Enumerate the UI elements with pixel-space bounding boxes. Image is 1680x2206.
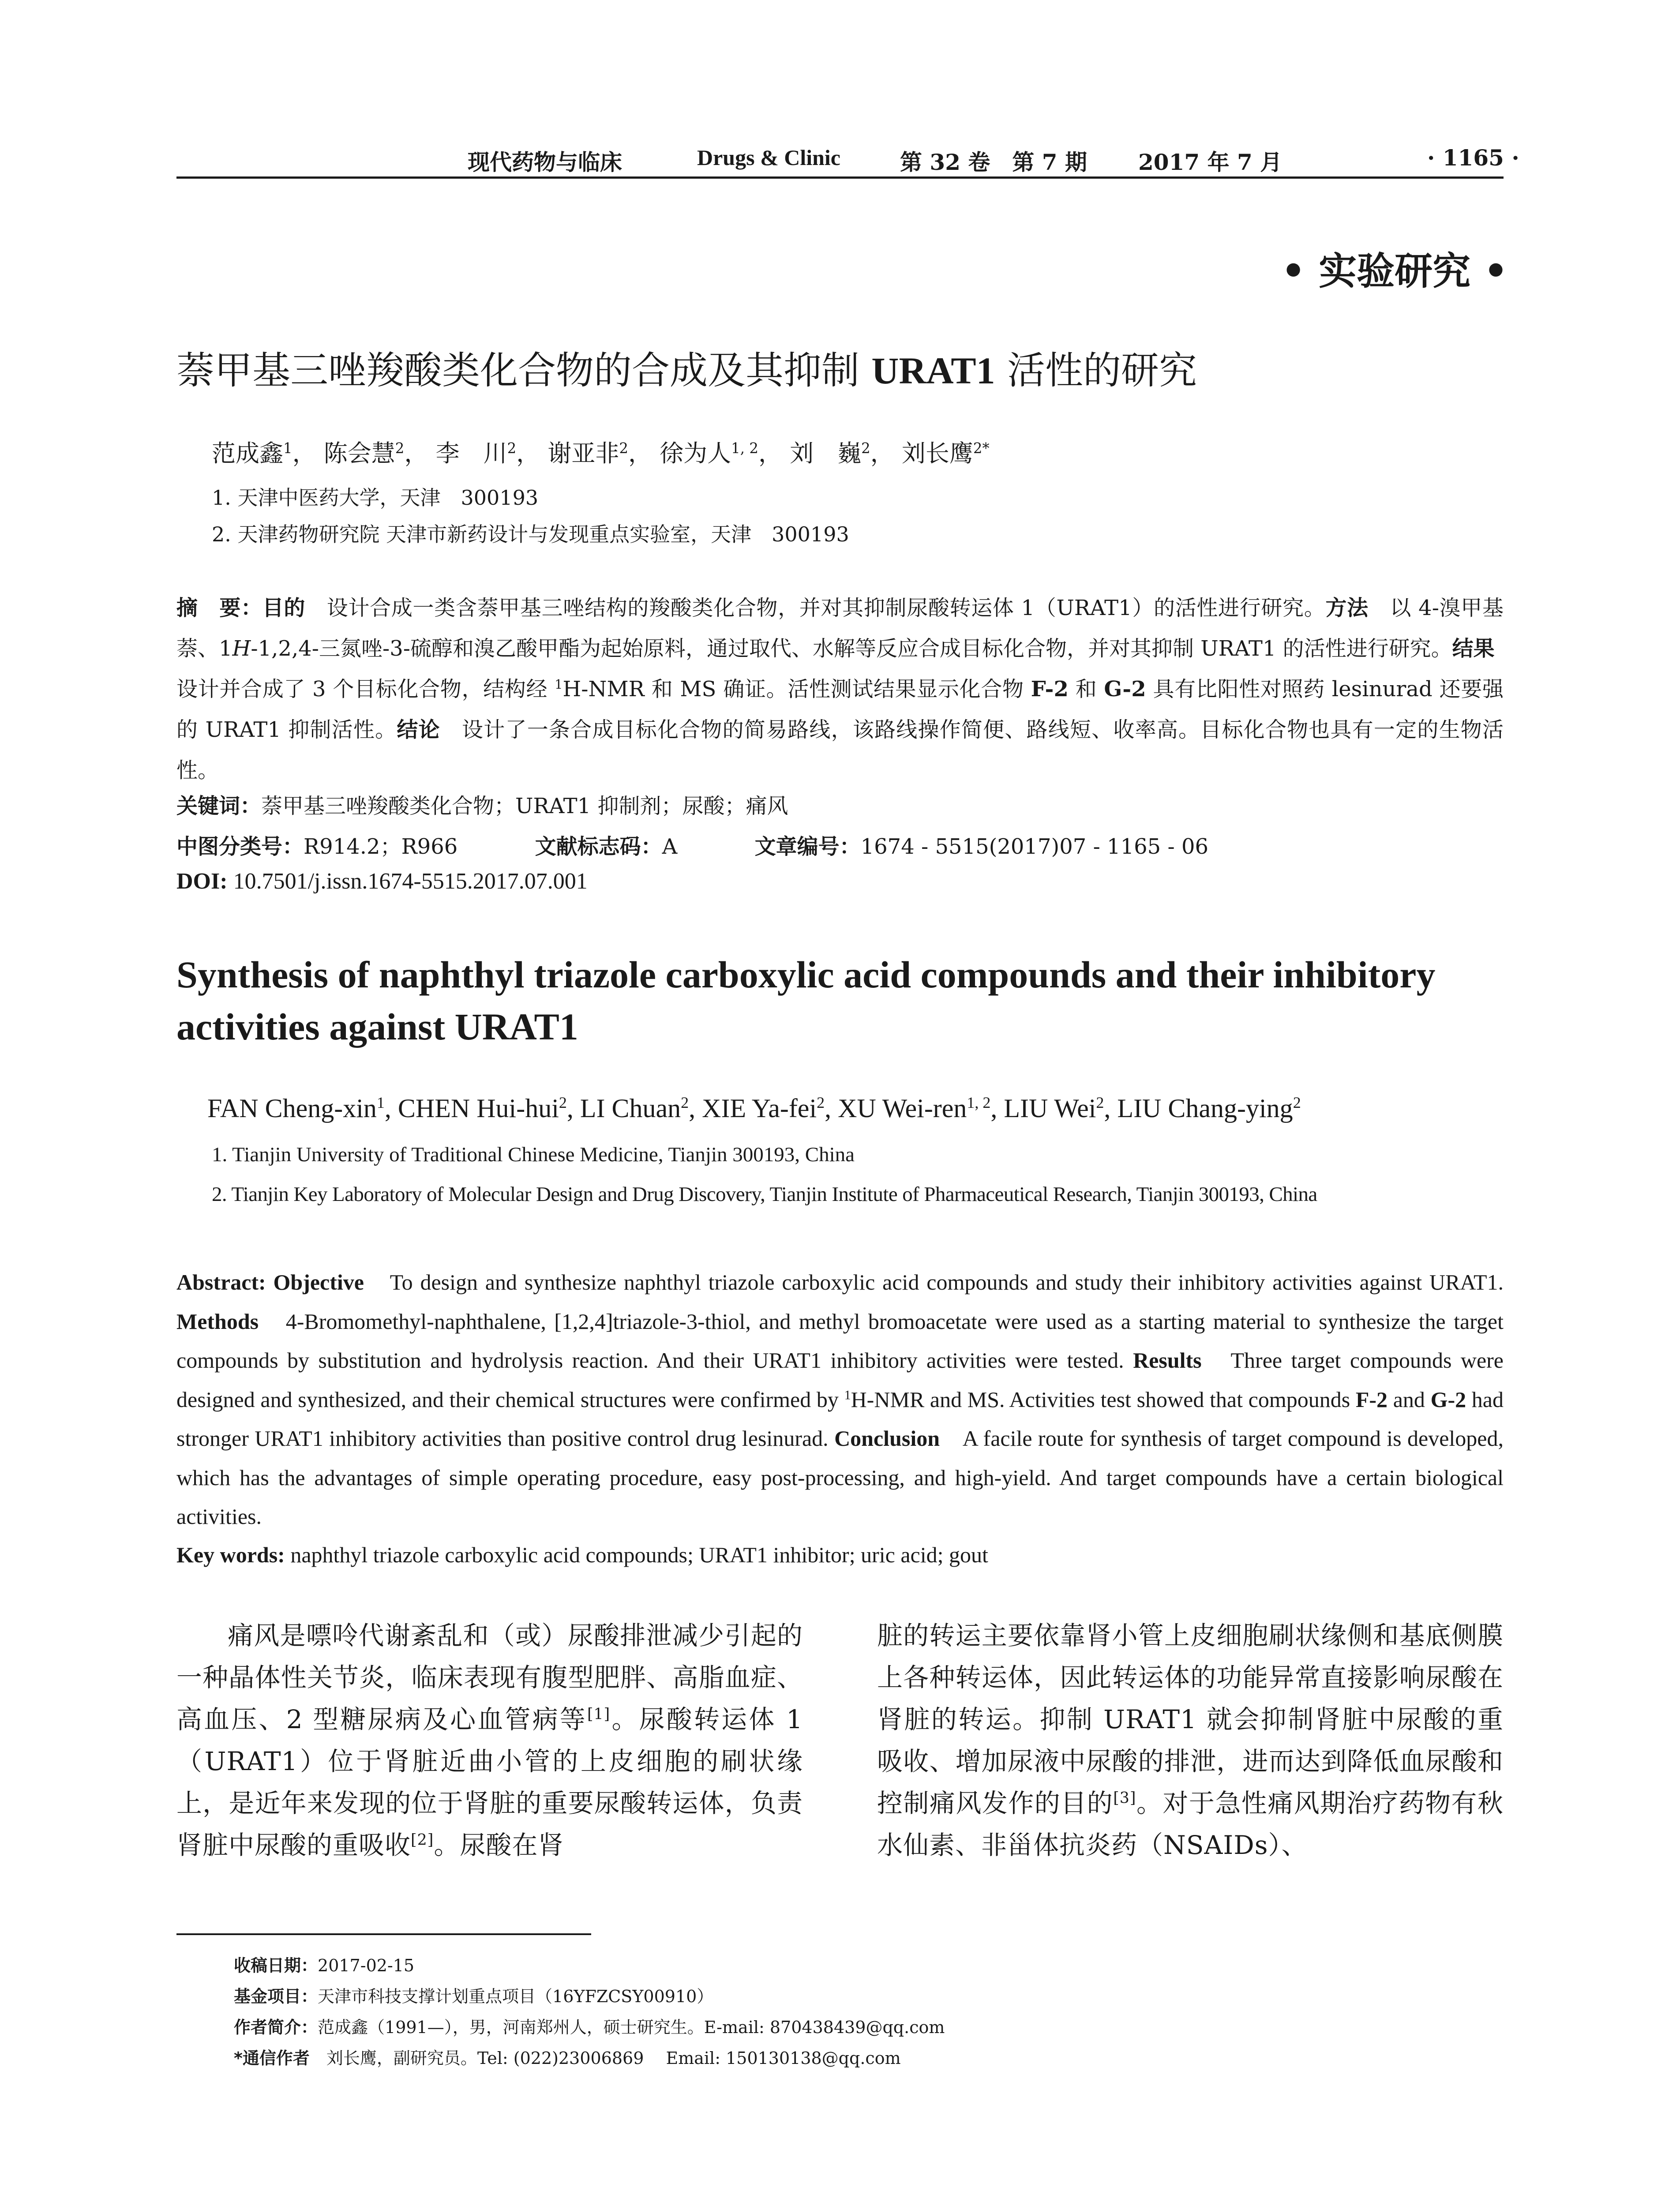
chinese-keywords	[176, 789, 788, 819]
author-affiliation-mark: 1	[376, 1094, 385, 1111]
corresponding-label: *通信作者	[234, 2048, 310, 2068]
doi-label: DOI:	[176, 869, 228, 894]
keywords-label: 关键词：	[176, 794, 262, 818]
author-name: 范成鑫	[212, 439, 283, 467]
compound-g2: G-2	[1430, 1387, 1466, 1412]
author-name: LIU Wei	[1004, 1094, 1096, 1123]
document-code-label: 文献标志码：	[535, 834, 662, 859]
footnote-rule	[176, 1933, 591, 1935]
methods-text: -1,2,4-三氮唑-3-硫醇和溴乙酸甲酯为起始原料，通过取代、水解等反应合成目标化合物，并对其抑制 URAT1 的活性进行研究。	[251, 636, 1452, 661]
results-text: H-NMR and MS. Activities test showed that compounds	[851, 1387, 1356, 1412]
methods-label: 方法	[1325, 596, 1369, 620]
english-affiliation: 2. Tianjin Key Laboratory of Molecular Design and Drug Discovery, Tianjin Institute of Pharmaceutical Research, Tianjin 300193, China	[212, 1183, 1317, 1206]
body-text: 。尿酸转运体 1（URAT1）位于肾脏近曲小管的上皮细胞的刷状缘上，是近年来发现的位于肾脏的重要尿酸转运体，负责肾脏中尿酸的重吸收	[176, 1704, 803, 1860]
english-title	[176, 949, 1522, 1053]
journal-name-cn: 现代药物与临床	[468, 150, 622, 175]
classification-line	[176, 829, 1208, 860]
author-name: LIU Chang-ying	[1117, 1094, 1293, 1123]
author-name: FAN Cheng-xin	[207, 1094, 377, 1123]
english-abstract	[176, 1263, 1504, 1536]
objective-label: Objective	[273, 1270, 364, 1294]
corresponding-value: 刘长鹰，副研究员。Tel: (022)23006869 Email: 150130138@qq.com	[309, 2048, 901, 2068]
english-title-line: activities against URAT1	[176, 1005, 578, 1048]
received-date	[234, 1952, 414, 1976]
clc-label: 中图分类号：	[176, 834, 304, 859]
doi-line	[176, 868, 588, 894]
body-text: 脏的转运主要依靠肾小管上皮细胞刷状缘侧和基底侧膜上各种转运体，因此转运体的功能异常直接影响尿酸在肾脏的转运。抑制 URAT1 就会抑制肾脏中尿酸的重吸收、增加尿液中尿酸的排泄，进而达到降低血尿酸和控制痛风发作的目的	[877, 1621, 1504, 1818]
results-text: H-NMR 和 MS 确证。活性测试结果显示化合物	[562, 677, 1031, 702]
author-affiliation-mark: 2	[861, 440, 870, 457]
volume-issue: 第 32 卷 第 7 期	[900, 149, 1087, 175]
conclusion-label: Conclusion	[834, 1426, 940, 1451]
received-label: 收稿日期：	[234, 1956, 318, 1975]
body-column-right	[877, 1615, 1504, 1866]
results-text: 和	[1068, 677, 1104, 702]
objective-label: 目的	[262, 596, 306, 620]
english-keywords	[176, 1535, 988, 1575]
author-bio-value: 范成鑫（1991—），男，河南郑州人，硕士研究生。E-mail: 870438439@qq.com	[318, 2018, 945, 2037]
abstract-label: Abstract:	[176, 1270, 274, 1294]
results-text: 具有比阳性对照药 lesinurad 还要强的 URAT1 抑制活性。	[176, 677, 1504, 742]
abstract-label: 摘 要：	[176, 596, 262, 620]
author-affiliation-mark: 2	[681, 1094, 689, 1111]
received-value: 2017-02-15	[318, 1956, 415, 1975]
chinese-authors: 范成鑫$^1$， 陈会慧$^2$， 李 川$^2$， 谢亚非$^2$， 徐为人$^{1, 2}$， 刘 巍$^2$， 刘长鹰$^{2*}$	[212, 439, 990, 467]
reference-mark: [2]	[411, 1831, 434, 1849]
body-text: 。对于急性痛风期治疗药物有秋水仙素、非甾体抗炎药（NSAIDs）、	[877, 1788, 1504, 1860]
author-affiliation-mark: 2	[395, 440, 405, 457]
body-text: 。尿酸在肾	[434, 1830, 564, 1860]
results-superscript: 1	[844, 1387, 851, 1402]
author-bio	[234, 2014, 945, 2038]
reference-mark: [3]	[1113, 1789, 1136, 1807]
fund-label: 基金项目：	[234, 1987, 318, 2006]
english-authors: FAN Cheng-xin$^1$, CHEN Hui-hui$^2$, LI Chuan$^2$, XIE Ya-fei$^2$, XU Wei-ren$^{1, 2}$, LIU Wei$^2$, LIU Chang-ying$^2$	[207, 1094, 1301, 1123]
author-name: 陈会慧	[323, 439, 395, 467]
results-text: 设计并合成了 3 个目标化合物，结构经	[176, 636, 1516, 702]
running-header	[176, 140, 1519, 176]
document-code-value: A	[662, 834, 678, 859]
page-number: · 1165 ·	[1427, 145, 1519, 171]
author-affiliation-mark: 1	[283, 440, 292, 457]
fund-value: 天津市科技支撑计划重点项目（16YFZCSY00910）	[318, 1987, 714, 2006]
header-rule	[176, 176, 1504, 179]
conclusion-text: 设计了一条合成目标化合物的简易路线，该路线操作简便、路线短、收率高。目标化合物也具有一定的生物活性。	[176, 717, 1504, 783]
results-label: Results	[1133, 1348, 1202, 1373]
compound-g2: G-2	[1104, 677, 1146, 702]
methods-text: 4-Bromomethyl-naphthalene, [1,2,4]triazole-3-thiol, and methyl bromoacetate were used as a starting material to synthesize the target compounds by substitution and hydrolysis reaction. And their URAT1 inhibitory activities were tested.	[176, 1309, 1504, 1373]
doi-value: 10.7501/j.issn.1674-5515.2017.07.001	[227, 869, 588, 894]
chinese-affiliation: 2. 天津药物研究院 天津市新药设计与发现重点实验室，天津 300193	[212, 522, 849, 546]
journal-name-en: Drugs & Clinic	[697, 145, 840, 170]
issue-date: 2017 年 7 月	[1138, 149, 1282, 175]
conclusion-text: A facile route for synthesis of target compound is developed, which has the advantages of simple operating procedure, easy post-processing, and high-yield. And target compounds have a certain biological activities.	[176, 1426, 1504, 1529]
column-label: • 实验研究 •	[1281, 249, 1508, 293]
chinese-abstract	[176, 588, 1516, 791]
author-name: CHEN Hui-hui	[398, 1094, 559, 1123]
objective-text: To design and synthesize naphthyl triazole carboxylic acid compounds and study their inhibitory activities against URAT1.	[364, 1270, 1504, 1294]
compound-f2: F-2	[1355, 1387, 1388, 1412]
author-name: XU Wei-ren	[838, 1094, 967, 1123]
author-affiliation-mark: 1, 2	[967, 1094, 991, 1111]
corresponding-author	[234, 2045, 901, 2069]
author-affiliation-mark: 1, 2	[731, 440, 758, 457]
author-name: LI Chuan	[580, 1094, 681, 1123]
clc-value: R914.2；R966	[304, 834, 458, 859]
body-column-left	[176, 1615, 803, 1866]
fund-project	[234, 1983, 713, 2007]
methods-italic-h: H	[232, 636, 251, 661]
english-title-line: Synthesis of naphthyl triazole carboxylic acid compounds and their inhibitory	[176, 953, 1436, 996]
author-name: 刘 巍	[790, 439, 862, 467]
compound-f2: F-2	[1031, 677, 1069, 702]
author-affiliation-mark: 2	[1096, 1094, 1104, 1111]
article-number-label: 文章编号：	[754, 834, 861, 859]
results-text: Three target compounds were designed and synthesized, and their chemical structures were confirmed by	[176, 1348, 1504, 1412]
author-name: 谢亚非	[548, 439, 619, 467]
english-affiliation: 1. Tianjin University of Traditional Chinese Medicine, Tianjin 300193, China	[212, 1143, 855, 1166]
author-affiliation-mark: 2	[1293, 1094, 1301, 1111]
results-label: 结果	[1452, 636, 1495, 661]
objective-text: 设计合成一类含萘甲基三唑结构的羧酸类化合物，并对其抑制尿酸转运体 1（URAT1）的活性进行研究。	[305, 596, 1326, 620]
author-name: 徐为人	[660, 439, 731, 467]
author-bio-label: 作者简介：	[234, 2018, 318, 2037]
results-text: and	[1388, 1387, 1431, 1412]
author-affiliation-mark: 2	[559, 1094, 567, 1111]
reference-mark: [1]	[587, 1705, 611, 1723]
body-text: 痛风是嘌呤代谢紊乱和（或）尿酸排泄减少引起的一种晶体性关节炎，临床表现有腹型肥胖、高脂血症、高血压、2 型糖尿病及心血管病等	[176, 1621, 803, 1734]
methods-text: 以 4-溴甲基萘、1	[176, 596, 1504, 661]
author-affiliation-mark: 2	[619, 440, 628, 457]
results-text: had stronger URAT1 inhibitory activities than positive control drug lesinurad.	[176, 1387, 1504, 1451]
methods-label: Methods	[176, 1309, 259, 1334]
chinese-title	[176, 340, 1197, 394]
author-affiliation-mark: 2*	[973, 440, 990, 457]
chinese-title-part: 萘甲基三唑羧酸类化合物的合成及其抑制	[176, 349, 872, 393]
article-number-value: 1674 - 5515(2017)07 - 1165 - 06	[860, 834, 1209, 859]
chinese-title-part: URAT1	[871, 349, 995, 392]
author-name: 刘长鹰	[901, 439, 973, 467]
conclusion-label: 结论	[397, 717, 440, 742]
author-name: 李 川	[435, 439, 507, 467]
chinese-title-part: 活性的研究	[995, 349, 1197, 393]
author-affiliation-mark: 2	[507, 440, 517, 457]
keywords-label: Key words:	[176, 1542, 285, 1567]
author-name: XIE Ya-fei	[702, 1094, 817, 1123]
results-superscript: 1	[555, 677, 563, 692]
keywords-text: naphthyl triazole carboxylic acid compounds; URAT1 inhibitor; uric acid; gout	[285, 1542, 988, 1567]
chinese-affiliation: 1. 天津中医药大学，天津 300193	[212, 486, 539, 510]
author-affiliation-mark: 2	[817, 1094, 825, 1111]
keywords-text: 萘甲基三唑羧酸类化合物；URAT1 抑制剂；尿酸；痛风	[261, 794, 788, 818]
